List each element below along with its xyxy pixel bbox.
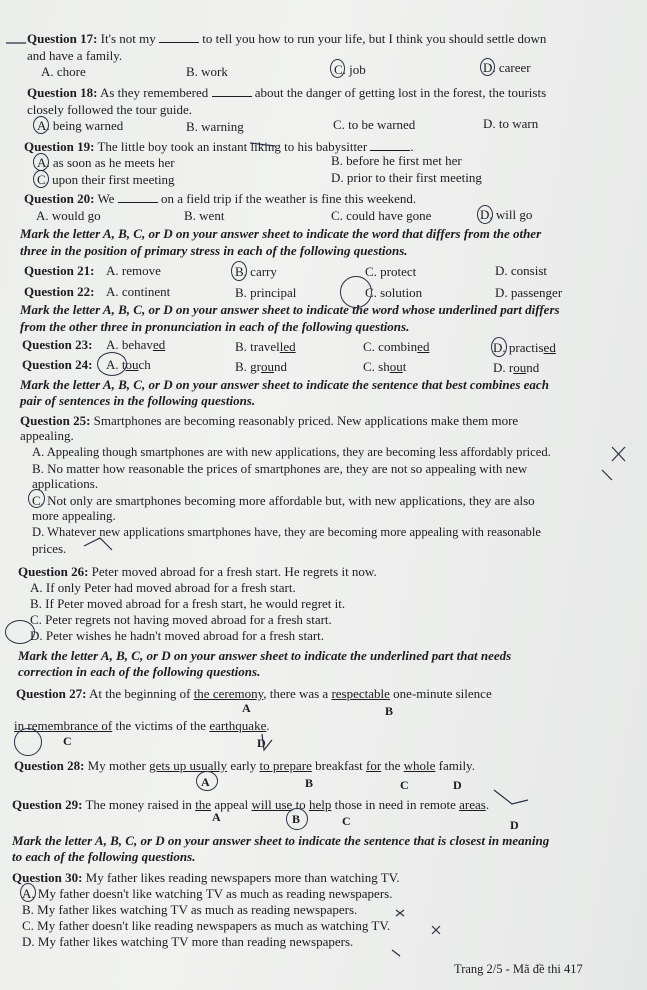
instruction-error-cont: correction in each of the following questions. [18, 664, 261, 679]
q29-letter-b: B [292, 812, 301, 826]
question-22: Question 22: [24, 284, 95, 299]
question-28: Question 28: My mother gets up usually early to prepare breakfast for the whole family. [14, 758, 475, 773]
q24-option-b[interactable]: B. ground [235, 359, 287, 374]
q21-option-d[interactable]: D. consist [495, 263, 547, 278]
pen-circle-mark [20, 883, 36, 902]
q21-option-a[interactable]: A. remove [106, 263, 161, 278]
q17-option-c[interactable]: C. job [334, 62, 366, 77]
pen-circle-mark [286, 808, 308, 830]
q20-option-c[interactable]: C. could have gone [331, 208, 432, 223]
answer-blank [370, 139, 410, 151]
q27-underline-b[interactable]: respectable [331, 686, 390, 701]
instruction-stress-cont: three in the position of primary stress in each of the following questions. [20, 243, 408, 258]
instruction-error: Mark the letter A, B, C, or D on your answer sheet to indicate the underlined part that needs [18, 648, 512, 663]
q27-letter-c: C [63, 734, 72, 748]
q26-option-a[interactable]: A. If only Peter had moved abroad for a fresh start. [30, 580, 296, 595]
q30-option-a[interactable]: A. My father doesn't like watching TV as much as reading newspapers. [22, 886, 393, 901]
question-27-cont: in remembrance of the victims of the earthquake. [14, 718, 270, 733]
q19-option-d[interactable]: D. prior to their first meeting [331, 170, 482, 185]
pen-circle-mark [28, 489, 45, 508]
pen-circle-mark [231, 261, 247, 281]
q29-underline-a[interactable]: the [195, 797, 212, 812]
q20-option-a[interactable]: A. would go [36, 208, 101, 223]
q28-underline-b[interactable]: to prepare [259, 758, 312, 773]
pen-circle-mark [5, 620, 35, 644]
question-19: Question 19: The little boy took an instant liking to his babysitter . [24, 139, 414, 154]
answer-blank [212, 85, 252, 97]
instruction-combine: Mark the letter A, B, C, or D on your answer sheet to indicate the sentence that best combines each [20, 377, 549, 392]
question-30: Question 30: My father likes reading newspapers more than watching TV. [12, 870, 400, 885]
q22-option-d[interactable]: D. passenger [495, 285, 563, 300]
q29-underline-b[interactable]: will use [251, 797, 293, 812]
q24-option-a[interactable]: A. touch [106, 357, 151, 372]
instruction-pronunciation: Mark the letter A, B, C, or D on your answer sheet to indicate the word whose underlined part differs [20, 302, 560, 317]
pen-circle-mark [330, 59, 345, 78]
q28-letter-a: A [201, 775, 210, 789]
q29-underline-d[interactable]: areas [459, 797, 486, 812]
q22-option-c[interactable]: C. solution [365, 285, 423, 300]
q30-option-b[interactable]: B. My father likes watching TV as much as reading newspapers. [22, 902, 358, 917]
q27-letter-b: B [385, 704, 394, 718]
q28-underline-c[interactable]: for [366, 758, 382, 773]
question-25-cont: appealing. [20, 428, 74, 443]
q26-option-d[interactable]: D. Peter wishes he hadn't moved abroad for a fresh start. [30, 628, 325, 643]
pen-circle-mark [340, 276, 372, 308]
question-17: Question 17: It's not my to tell you how to run your life, but I think you should settle down [27, 31, 547, 46]
pen-circle-mark [480, 58, 495, 76]
question-17-cont: and have a family. [27, 48, 123, 63]
q25-option-c-cont[interactable]: more appealing. [32, 508, 116, 523]
q25-option-d-cont[interactable]: prices. [32, 541, 67, 556]
q19-option-a[interactable]: A. as soon as he meets her [37, 155, 175, 170]
q25-option-a[interactable]: A. Appealing though smartphones are with new applications, they are becoming less affordably priced. [32, 445, 551, 459]
pen-circle-mark [491, 337, 507, 357]
pen-circle-mark [14, 728, 42, 756]
q28-letter-b: B [305, 776, 314, 790]
q25-option-c[interactable]: C. Not only are smartphones becoming more affordable but, with new applications, they are also [32, 493, 535, 508]
question-23: Question 23: [22, 337, 93, 352]
pen-circle-mark [33, 116, 49, 134]
answer-blank [159, 31, 199, 43]
q25-option-b-cont[interactable]: applications. [32, 476, 99, 491]
answer-blank [118, 191, 158, 203]
instruction-meaning-cont: to each of the following questions. [12, 849, 196, 864]
q18-option-c[interactable]: C. to be warned [333, 117, 416, 132]
q29-letter-a: A [212, 810, 221, 824]
q26-option-b[interactable]: B. If Peter moved abroad for a fresh start, he would regret it. [30, 596, 346, 611]
q27-underline-c[interactable]: in remembrance of [14, 718, 113, 733]
q24-option-d[interactable]: D. round [493, 360, 540, 375]
instruction-meaning: Mark the letter A, B, C, or D on your answer sheet to indicate the sentence that is closest in meaning [12, 833, 550, 848]
q28-letter-d: D [453, 778, 462, 792]
q27-underline-d[interactable]: earthquake [209, 718, 267, 733]
instruction-stress: Mark the letter A, B, C, or D on your answer sheet to indicate the word that differs from the other [20, 226, 542, 241]
q29-letter-c: C [342, 814, 351, 828]
pen-circle-mark [33, 170, 49, 188]
question-29: Question 29: The money raised in the appeal will use to help those in need in remote areas. [12, 797, 490, 812]
q29-underline-c[interactable]: help [308, 797, 332, 812]
q30-option-d[interactable]: D. My father likes watching TV more than reading newspapers. [22, 934, 354, 949]
question-27: Question 27: At the beginning of the ceremony, there was a respectable one-minute silence [16, 686, 492, 701]
question-20: Question 20: We on a field trip if the weather is fine this weekend. [24, 191, 417, 206]
q18-option-a[interactable]: A. being warned [37, 118, 124, 133]
q22-option-b[interactable]: B. principal [235, 285, 297, 300]
q21-option-c[interactable]: C. protect [365, 264, 417, 279]
question-24: Question 24: [22, 357, 93, 372]
page-footer: Trang 2/5 - Mã đề thi 417 [454, 962, 583, 976]
q17-option-a[interactable]: A. chore [41, 64, 86, 79]
q29-letter-d: D [510, 818, 519, 832]
q28-underline-d[interactable]: whole [403, 758, 436, 773]
pen-circle-mark [196, 771, 218, 791]
q23-option-b[interactable]: B. travelled [235, 339, 296, 354]
q18-option-b[interactable]: B. warning [186, 119, 244, 134]
q25-option-b[interactable]: B. No matter how reasonable the prices of smartphones are, they are not so appealing with new [32, 461, 528, 476]
q27-letter-a: A [242, 701, 251, 715]
q27-letter-d: D [257, 736, 266, 750]
question-18: Question 18: As they remembered about the danger of getting lost in the forest, the tourists [27, 85, 547, 100]
q26-option-c[interactable]: C. Peter regrets not having moved abroad for a fresh start. [30, 612, 332, 627]
q20-option-d[interactable]: D. will go [480, 207, 533, 222]
instruction-pronunciation-cont: from the other three in pronunciation in each of the following questions. [20, 319, 410, 334]
q23-option-d[interactable]: D. practised [493, 340, 556, 355]
pen-circle-mark [477, 205, 493, 224]
q23-option-a[interactable]: A. behaved [106, 337, 166, 352]
q25-option-d[interactable]: D. Whatever new applications smartphones have, they are becoming more appealing with reasonable [32, 525, 541, 539]
q23-option-c[interactable]: C. combined [363, 339, 430, 354]
pen-circle-mark [97, 352, 127, 376]
q28-letter-c: C [400, 778, 409, 792]
pen-circle-mark [33, 153, 49, 171]
question-21: Question 21: [24, 263, 95, 278]
q19-option-c[interactable]: C. upon their first meeting [37, 172, 175, 187]
q17-option-b[interactable]: B. work [186, 64, 228, 79]
q17-option-d[interactable]: D. career [483, 60, 531, 75]
q22-option-a[interactable]: A. continent [106, 284, 171, 299]
q30-option-c[interactable]: C. My father doesn't like reading newspapers as much as watching TV. [22, 918, 391, 933]
question-18-cont: closely followed the tour guide. [27, 102, 192, 117]
q21-option-b[interactable]: B. carry [235, 264, 277, 279]
q27-underline-a[interactable]: the ceremony [193, 686, 264, 701]
question-25: Question 25: Smartphones are becoming reasonably priced. New applications make them more [20, 413, 519, 428]
question-26: Question 26: Peter moved abroad for a fresh start. He regrets it now. [18, 564, 377, 579]
instruction-combine-cont: pair of sentences in the following questions. [20, 393, 256, 408]
q20-option-b[interactable]: B. went [184, 208, 225, 223]
q18-option-d[interactable]: D. to warn [483, 116, 539, 131]
q19-option-b[interactable]: B. before he first met her [331, 153, 462, 168]
q28-underline-a[interactable]: gets up usually [149, 758, 228, 773]
q24-option-c[interactable]: C. shout [363, 359, 407, 374]
